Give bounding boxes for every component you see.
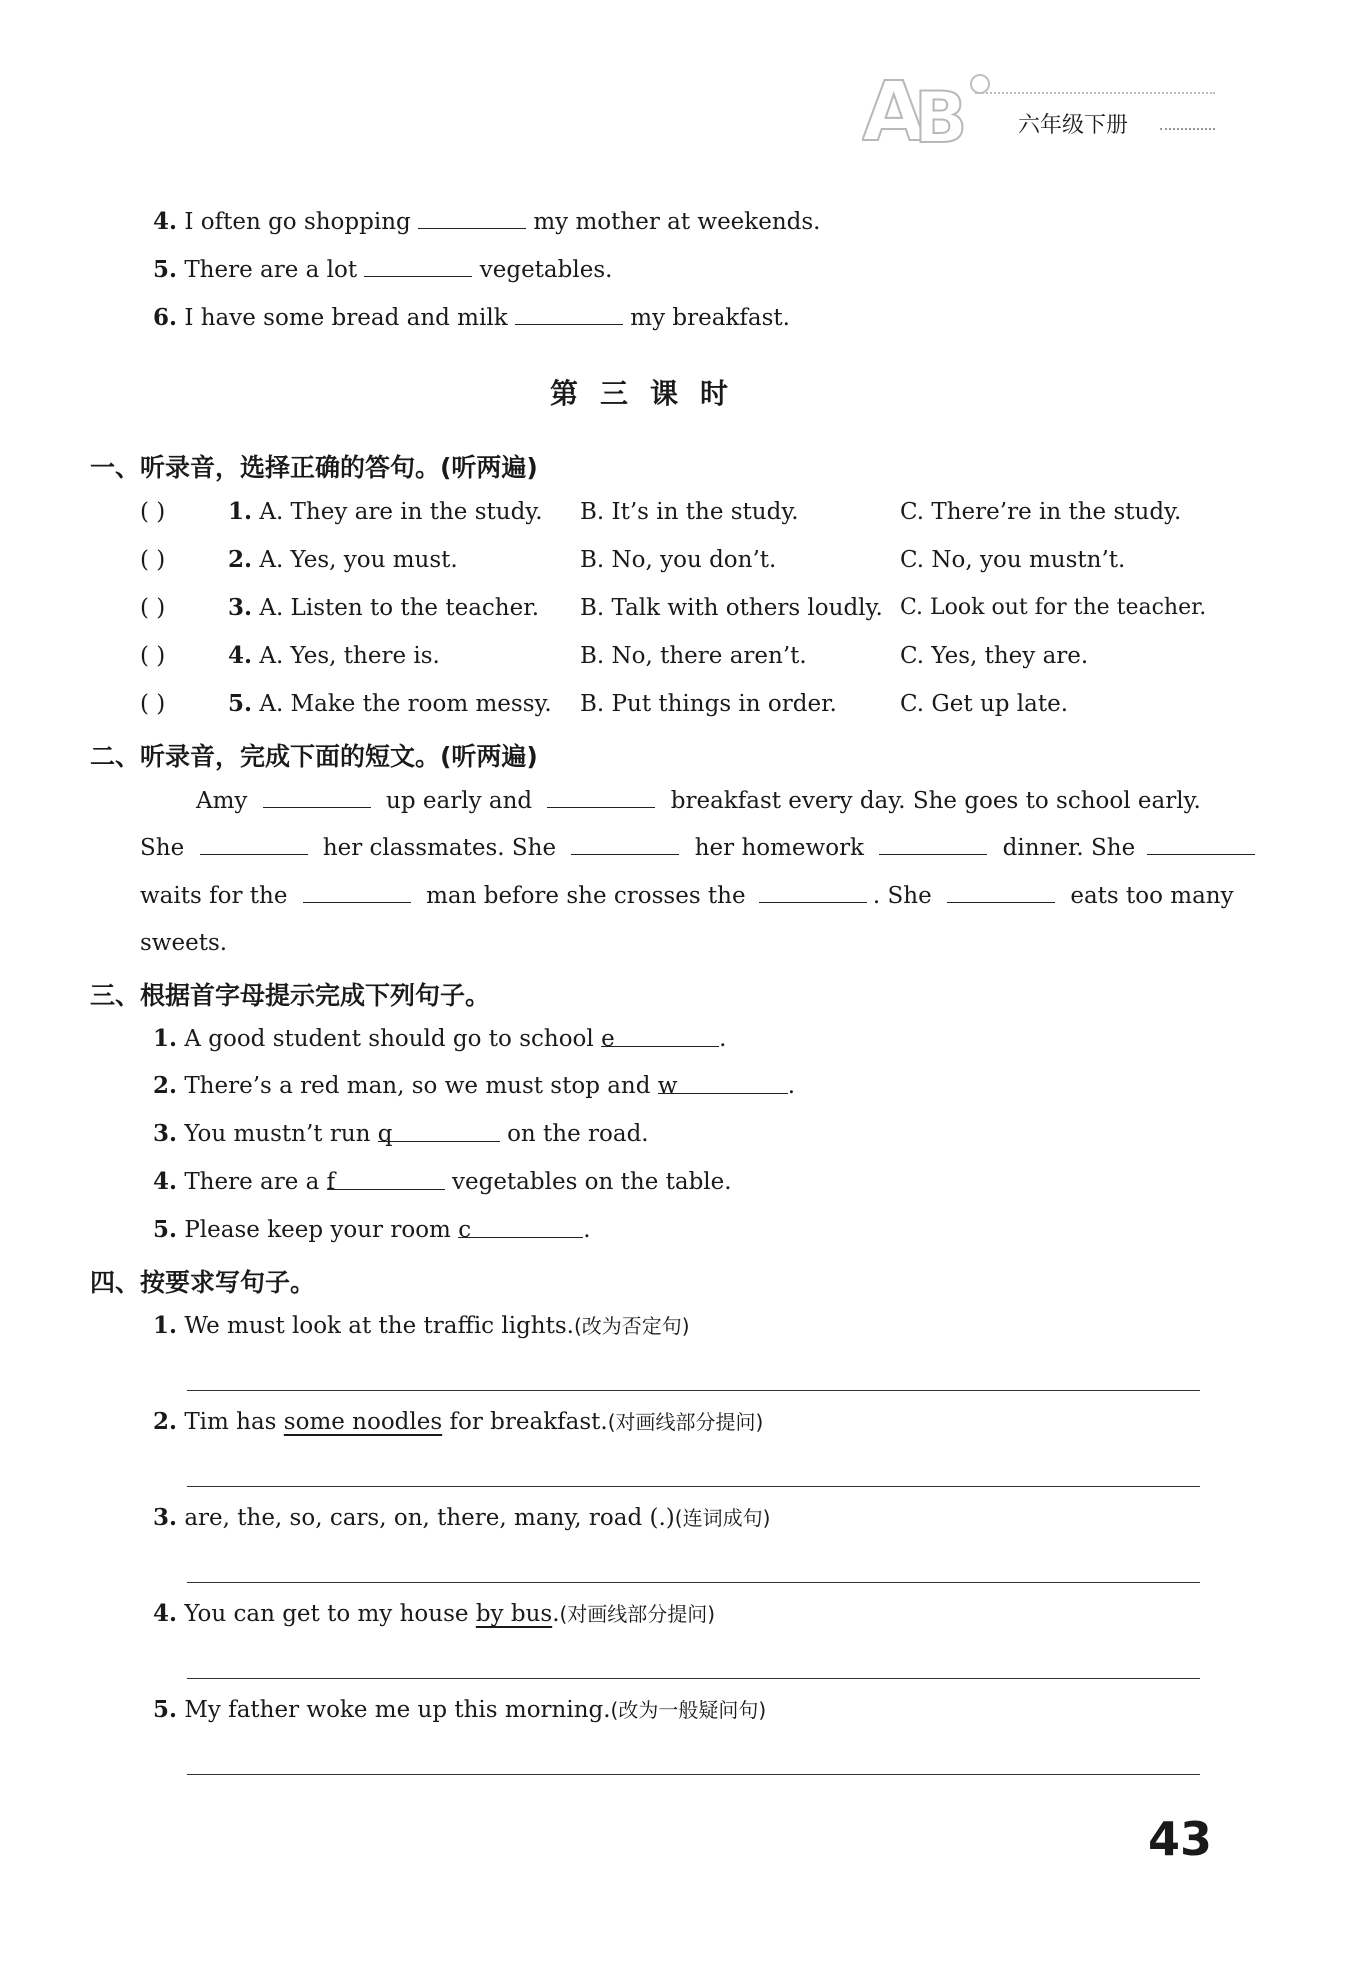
svg-text:A: A: [862, 65, 926, 152]
s1-q1: 1. A. They are in the study.: [228, 498, 543, 525]
hint-blank[interactable]: e: [601, 1024, 719, 1047]
blank[interactable]: [947, 880, 1055, 903]
s4-item-5: 5. My father woke me up this morning.(改为一般疑问句): [153, 1696, 767, 1723]
svg-text:B: B: [914, 77, 968, 152]
s1-paren-2[interactable]: ( ): [140, 547, 166, 573]
s1-q3-c: C. Look out for the teacher.: [900, 595, 1207, 620]
section1-title: 一、听录音，选择正确的答句。(听两遍): [90, 453, 538, 482]
passage-line-1: Amy up early and breakfast every day. She goes to school early.: [196, 785, 1201, 816]
s1-q4: 4. A. Yes, there is.: [228, 642, 440, 669]
passage-line-2: She her classmates. She her homework dinner. She: [140, 832, 1259, 863]
header-dots: [1160, 128, 1215, 130]
answer-line-2[interactable]: [187, 1486, 1200, 1487]
blank[interactable]: [759, 880, 867, 903]
s1-q5-c: C. Get up late.: [900, 691, 1069, 717]
s1-q2-b: B. No, you don’t.: [580, 547, 777, 573]
top-item-4: 4. I often go shopping my mother at weekends.: [153, 208, 821, 235]
s4-item-1: 1. We must look at the traffic lights.(改为否定句): [153, 1312, 690, 1339]
s4-item-3: 3. are, the, so, cars, on, there, many, road (.)(连词成句): [153, 1504, 771, 1531]
s1-q3-b: B. Talk with others loudly.: [580, 595, 883, 621]
blank[interactable]: [571, 832, 679, 855]
hint-blank[interactable]: q: [378, 1119, 500, 1142]
s1-q2: 2. A. Yes, you must.: [228, 546, 458, 573]
s1-q5: 5. A. Make the room messy.: [228, 690, 552, 717]
s3-item-3: 3. You mustn’t run q on the road.: [153, 1120, 649, 1147]
answer-line-4[interactable]: [187, 1678, 1200, 1679]
s4-item-2: 2. Tim has some noodles for breakfast.(对画线部分提问): [153, 1408, 764, 1435]
hint-blank[interactable]: c: [458, 1215, 583, 1238]
blank[interactable]: [200, 832, 308, 855]
s1-q4-c: C. Yes, they are.: [900, 643, 1089, 669]
s1-paren-1[interactable]: ( ): [140, 499, 166, 525]
page-number: 43: [1148, 1812, 1213, 1866]
grade-label: 六年级下册: [1018, 113, 1129, 138]
s1-paren-3[interactable]: ( ): [140, 595, 166, 621]
hint-blank[interactable]: w: [658, 1071, 788, 1094]
blank[interactable]: [1147, 832, 1255, 855]
section2-title: 二、听录音，完成下面的短文。(听两遍): [90, 742, 538, 771]
blank[interactable]: [547, 785, 655, 808]
ab-logo-icon: [862, 62, 997, 152]
s1-q5-b: B. Put things in order.: [580, 691, 837, 717]
blank[interactable]: [879, 832, 987, 855]
hint-blank[interactable]: f: [327, 1167, 445, 1190]
s1-q2-c: C. No, you mustn’t.: [900, 547, 1126, 573]
header-divider: [975, 92, 1215, 94]
s4-item-4: 4. You can get to my house by bus.(对画线部分提问): [153, 1600, 716, 1627]
s1-q1-b: B. It’s in the study.: [580, 499, 799, 525]
s1-q1-c: C. There’re in the study.: [900, 499, 1182, 525]
s3-item-5: 5. Please keep your room c .: [153, 1216, 591, 1243]
section3-title: 三、根据首字母提示完成下列句子。: [90, 981, 491, 1010]
passage-line-3: waits for the man before she crosses the . She eats too many: [140, 880, 1234, 911]
passage-line-4: sweets.: [140, 930, 228, 956]
s3-item-4: 4. There are a f vegetables on the table.: [153, 1168, 732, 1195]
top-item-5: 5. There are a lot vegetables.: [153, 256, 613, 283]
underlined-phrase: by bus: [475, 1601, 553, 1627]
section4-title: 四、按要求写句子。: [90, 1268, 316, 1297]
s3-item-2: 2. There’s a red man, so we must stop and w .: [153, 1072, 796, 1099]
blank[interactable]: [364, 254, 472, 277]
s1-paren-5[interactable]: ( ): [140, 691, 166, 717]
lesson-title: 第三课时: [550, 377, 751, 410]
answer-line-3[interactable]: [187, 1582, 1200, 1583]
blank[interactable]: [418, 206, 526, 229]
underlined-phrase: some noodles: [283, 1409, 443, 1435]
s3-item-1: 1. A good student should go to school e .: [153, 1025, 727, 1052]
top-item-6: 6. I have some bread and milk my breakfast.: [153, 304, 790, 331]
s1-q3: 3. A. Listen to the teacher.: [228, 594, 540, 621]
answer-line-5[interactable]: [187, 1774, 1200, 1775]
blank[interactable]: [303, 880, 411, 903]
blank[interactable]: [515, 302, 623, 325]
s1-q4-b: B. No, there aren’t.: [580, 643, 807, 669]
blank[interactable]: [263, 785, 371, 808]
answer-line-1[interactable]: [187, 1390, 1200, 1391]
s1-paren-4[interactable]: ( ): [140, 643, 166, 669]
